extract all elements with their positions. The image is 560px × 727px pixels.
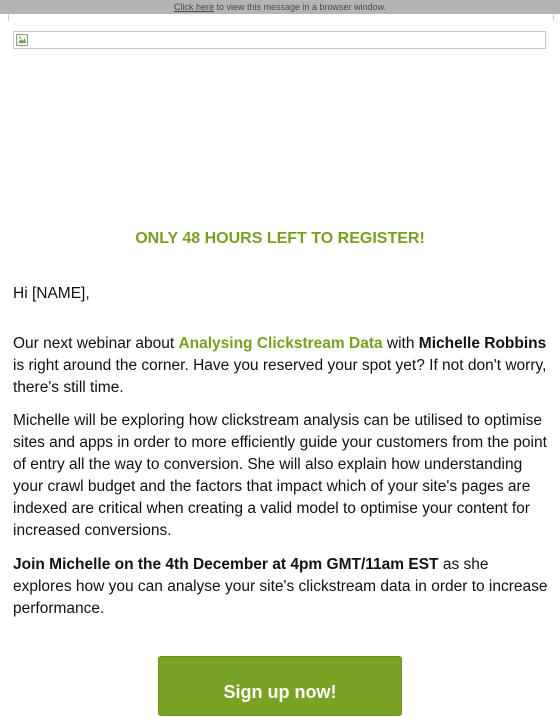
webinar-topic: Analysing Clickstream Data [178, 335, 383, 352]
intro-text-c: is right around the corner. Have you reserved your spot yet? If not don't worry, there's still time. [13, 357, 547, 396]
intro-paragraph [13, 333, 548, 399]
email-header-strip [8, 14, 554, 21]
speaker-name: Michelle Robbins [418, 335, 547, 352]
view-in-browser-link[interactable]: Click here [173, 2, 214, 12]
date-paragraph-rest: as she explores how you can analyse your site's clickstream data in order to increase performance. [13, 556, 548, 617]
description-paragraph: Michelle will be exploring how clickstream analysis can be utilised to optimise sites and apps in order to more efficiently guide your customers from the point of entry all the way to conversion. She will also explain how understanding your crawl budget and the factors that impact which of your site's pages are indexed are critical when creating a valid model to optimise your content for increased conversions. [13, 412, 547, 539]
sign-up-button[interactable]: Sign up now! [158, 656, 402, 716]
intro-text-a: Our next webinar about [13, 335, 179, 352]
intro-text-b: with [382, 335, 419, 352]
broken-image-icon [16, 34, 28, 46]
headline: ONLY 48 HOURS LEFT TO REGISTER! [135, 230, 425, 247]
greeting: Hi [NAME], [13, 285, 90, 302]
event-date: Join Michelle on the 4th December at 4pm GMT/11am EST [13, 556, 439, 573]
browser-view-notice [0, 0, 560, 14]
banner-image [13, 31, 546, 49]
date-paragraph [13, 554, 548, 620]
browser-view-notice-text: to view this message in a browser window. [213, 2, 387, 12]
